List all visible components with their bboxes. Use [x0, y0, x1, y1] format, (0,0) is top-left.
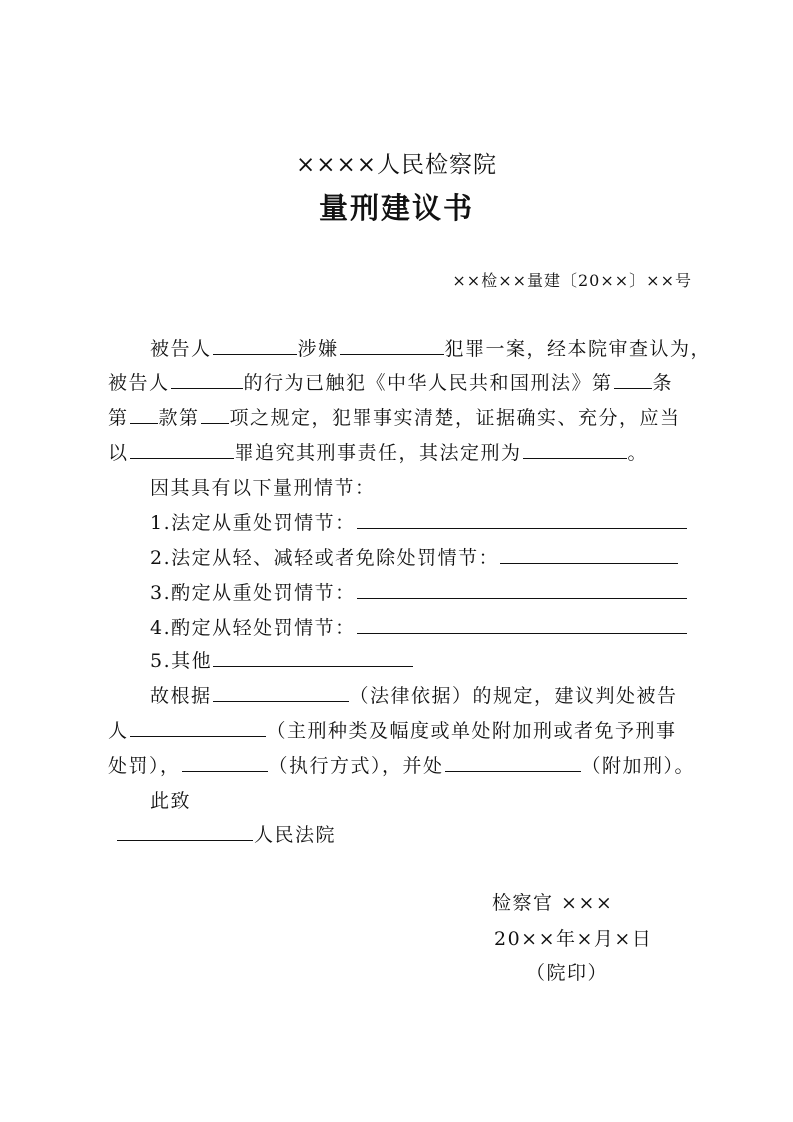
body-line-2 [108, 370, 673, 396]
item-1-blank[interactable] [357, 510, 687, 529]
text: 被告人 [108, 372, 170, 394]
item-2 [150, 545, 679, 571]
item-5 [150, 648, 414, 674]
document-number: ××检××量建〔20××〕××号 [452, 271, 692, 290]
text: 罪追究其刑事责任，其法定刑为 [234, 442, 522, 464]
text: 第 [108, 407, 129, 429]
text: 因其具有以下量刑情节： [150, 477, 376, 499]
sentencing-intro [150, 475, 376, 501]
text: 处罚）， [108, 755, 181, 777]
text: （附加刑）。 [581, 755, 696, 777]
charge-blank[interactable] [130, 440, 234, 459]
text: 涉嫌 [297, 338, 339, 360]
text: 犯罪一案，经本院审查认为， [444, 338, 712, 360]
defendant-name-blank[interactable] [213, 336, 297, 355]
item-3-blank[interactable] [357, 580, 687, 599]
court-seal [526, 960, 608, 986]
salutation [150, 788, 191, 814]
text: （执行方式），并处 [268, 755, 444, 777]
signature-date [494, 926, 652, 952]
legal-basis-blank[interactable] [213, 683, 349, 702]
org-title: ××××人民检察院 [295, 152, 498, 178]
text: 被告人 [150, 338, 212, 360]
principal-penalty-blank[interactable] [130, 718, 266, 737]
defendant-name-blank-2[interactable] [171, 370, 243, 389]
text: 2.法定从轻、减轻或者免除处罚情节： [150, 547, 500, 569]
item-4-blank[interactable] [357, 615, 687, 634]
body-line-3 [108, 405, 681, 431]
item-2-blank[interactable] [500, 545, 678, 564]
text: 4.酌定从轻处罚情节： [150, 617, 356, 639]
body-line-6 [108, 718, 677, 744]
paragraph-blank[interactable] [130, 405, 158, 424]
prosecutor-signature [492, 890, 613, 916]
item-3 [150, 580, 688, 606]
text: 检察官 ××× [492, 892, 614, 914]
text: 的行为已触犯《中华人民共和国刑法》第 [243, 372, 613, 394]
text: 款第 [158, 407, 200, 429]
item-4 [150, 615, 688, 641]
crime-name-blank[interactable] [340, 336, 444, 355]
body-line-4 [108, 440, 648, 466]
text: （主刑种类及幅度或单处附加刑或者免予刑事 [266, 720, 677, 742]
text: 此致 [150, 790, 192, 812]
text: 1.法定从重处罚情节： [150, 512, 356, 534]
body-line-1 [150, 336, 711, 362]
recipient-court [116, 822, 336, 848]
text: 。 [627, 442, 649, 464]
article-blank[interactable] [614, 370, 652, 389]
text: 3.酌定从重处罚情节： [150, 582, 356, 604]
item-blank[interactable] [201, 405, 229, 424]
item-1 [150, 510, 688, 536]
text: 以 [108, 442, 129, 464]
execution-method-blank[interactable] [182, 753, 268, 772]
document-title: 量刑建议书 [318, 191, 474, 225]
text: 5.其他 [150, 650, 213, 672]
text: 故根据 [150, 685, 212, 707]
text: （法律依据）的规定，建议判处被告 [349, 685, 678, 707]
additional-penalty-blank[interactable] [445, 753, 581, 772]
statutory-penalty-blank[interactable] [523, 440, 627, 459]
text: 人民法院 [254, 824, 337, 846]
body-line-5 [150, 683, 678, 709]
text: 条 [652, 372, 674, 394]
text: 20××年×月×日 [494, 928, 653, 950]
text: （院印） [526, 962, 609, 984]
text: 人 [108, 720, 129, 742]
text: 项之规定，犯罪事实清楚，证据确实、充分，应当 [229, 407, 681, 429]
item-5-blank[interactable] [213, 648, 413, 667]
body-line-7 [108, 753, 695, 779]
court-name-blank[interactable] [117, 822, 253, 841]
